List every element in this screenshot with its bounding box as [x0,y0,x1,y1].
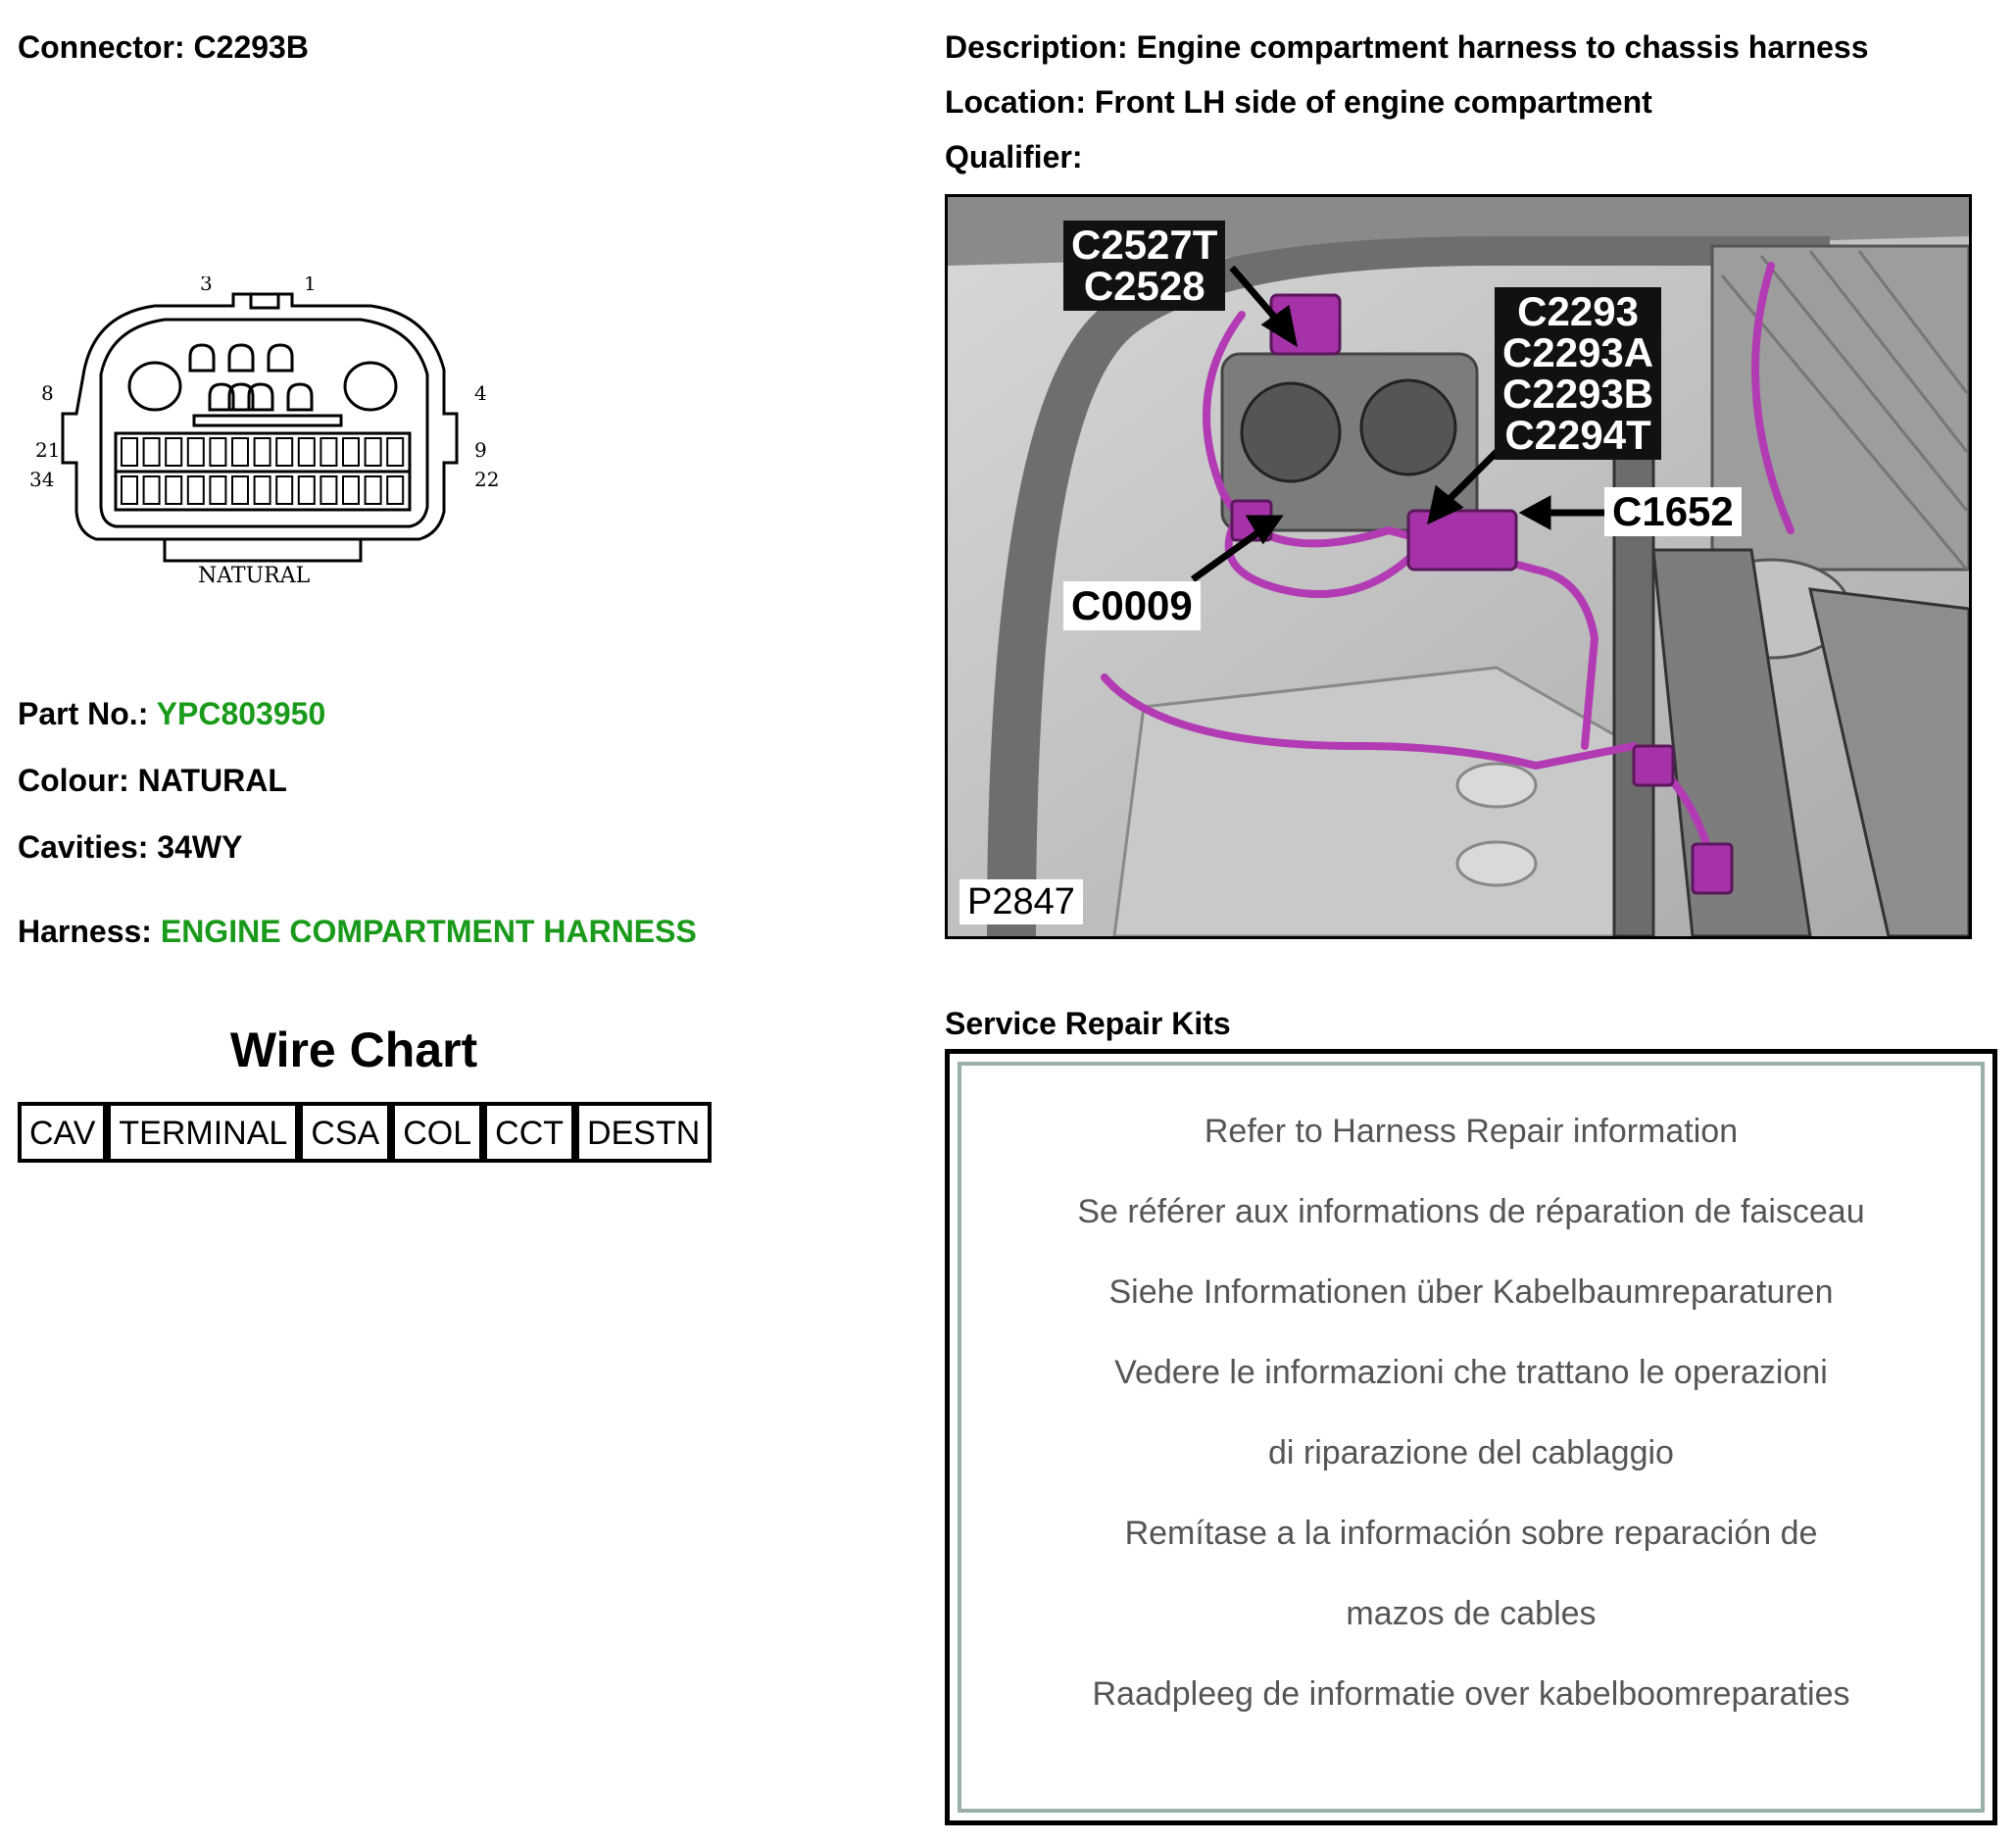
connector-cavity [232,438,248,466]
housing-label: NATURAL [198,564,311,588]
column-header-terminal: TERMINAL [107,1106,299,1159]
callout-c2293: C2293 [1517,288,1639,334]
connector-cavity [166,476,181,504]
cavities-value: 34WY [157,829,243,865]
colour-label: Colour: [18,763,129,798]
connector-cavity [343,438,359,466]
connector-cavity [144,476,160,504]
connector-cavity [299,476,315,504]
colour-value: NATURAL [137,763,287,798]
service-repair-kits-box [945,1049,1997,1825]
connector-cavity [166,438,181,466]
connector-cavity [320,438,336,466]
kit-line-spanish-1: Remítase a la información sobre reparación de [1124,1515,1818,1552]
wire-chart-table [18,1102,712,1163]
callout-c2527t-c2528 [1063,221,1225,311]
callout-c1652: C1652 [1604,487,1742,536]
connector-face-diagram [27,276,517,590]
connector-cavity [144,438,160,466]
connector-cavity [343,476,359,504]
part-number-label: Part No.: [18,696,149,731]
column-header-cct: CCT [483,1106,575,1159]
description-value: Engine compartment harness to chassis harness [1136,29,1869,65]
connector-cavity [366,476,381,504]
cavities-field [18,831,242,863]
column-header-destn: DESTN [575,1106,708,1159]
connector-cavity [299,438,315,466]
pin-label-4: 4 [474,381,487,405]
kit-line-dutch: Raadpleeg de informatie over kabelboomreparaties [1092,1675,1850,1713]
kit-line-french: Se référer aux informations de réparation de faisceau [1077,1193,1865,1230]
connector-cavity [255,476,270,504]
kit-line-italian-2: di riparazione del cablaggio [1268,1434,1674,1471]
column-header-col: COL [391,1106,483,1159]
callout-c2527t: C2527T [1071,222,1218,268]
connector-cavity [210,476,225,504]
callout-c2293-group [1495,287,1661,460]
qualifier-field [945,141,1082,173]
connector-cavity [232,476,248,504]
service-repair-kits-inner [958,1062,1985,1813]
column-header-cav: CAV [22,1106,107,1159]
harness-field [18,916,697,947]
connector-cavity [276,476,292,504]
pin-label-21: 21 [35,438,61,462]
location-value: Front LH side of engine compartment [1094,84,1652,120]
connector-label: Connector: [18,29,185,65]
cavities-label: Cavities: [18,829,149,865]
pin-label-9: 9 [474,438,487,462]
callout-c2528: C2528 [1083,263,1205,309]
connector-cavity [387,438,403,466]
callout-c2293b: C2293B [1502,371,1654,417]
pin-label-34: 34 [29,468,55,491]
pin-label-22: 22 [474,468,500,491]
kit-line-english: Refer to Harness Repair information [1204,1113,1739,1150]
part-number-value: YPC803950 [156,696,326,731]
connector-cavity [122,476,137,504]
connector-location-photo [945,194,1972,939]
connector-cavity [255,438,270,466]
connector-cavity [387,476,403,504]
part-number-field [18,698,325,729]
harness-value: ENGINE COMPARTMENT HARNESS [160,914,697,949]
pin-label-8: 8 [41,381,54,405]
connector-cavity [276,438,292,466]
connector-cavity [122,438,137,466]
location-field [945,86,1652,118]
description-field [945,31,1869,63]
connector-value: C2293B [193,29,309,65]
connector-field [18,31,309,63]
pin-label-3: 3 [200,276,213,295]
service-repair-kits-title: Service Repair Kits [945,1006,1231,1041]
harness-label: Harness: [18,914,152,949]
wire-chart-header-row [22,1106,708,1159]
colour-field [18,765,287,796]
location-label: Location: [945,84,1086,120]
connector-cavity [320,476,336,504]
connector-cavity [188,476,204,504]
kit-line-spanish-2: mazos de cables [1346,1595,1597,1632]
connector-cavity [188,438,204,466]
connector-cavity [366,438,381,466]
pin-label-1: 1 [304,276,317,295]
qualifier-label: Qualifier: [945,139,1083,174]
wire-chart-title: Wire Chart [229,1022,478,1077]
connector-cavity [210,438,225,466]
figure-id: P2847 [959,879,1083,924]
callout-c2293a: C2293A [1502,329,1654,375]
kit-line-german: Siehe Informationen über Kabelbaumreparaturen [1108,1273,1834,1311]
kit-line-italian-1: Vedere le informazioni che trattano le operazioni [1114,1354,1828,1391]
description-label: Description: [945,29,1128,65]
callout-c2294t: C2294T [1504,412,1651,458]
column-header-csa: CSA [299,1106,391,1159]
callout-c0009: C0009 [1063,581,1201,630]
